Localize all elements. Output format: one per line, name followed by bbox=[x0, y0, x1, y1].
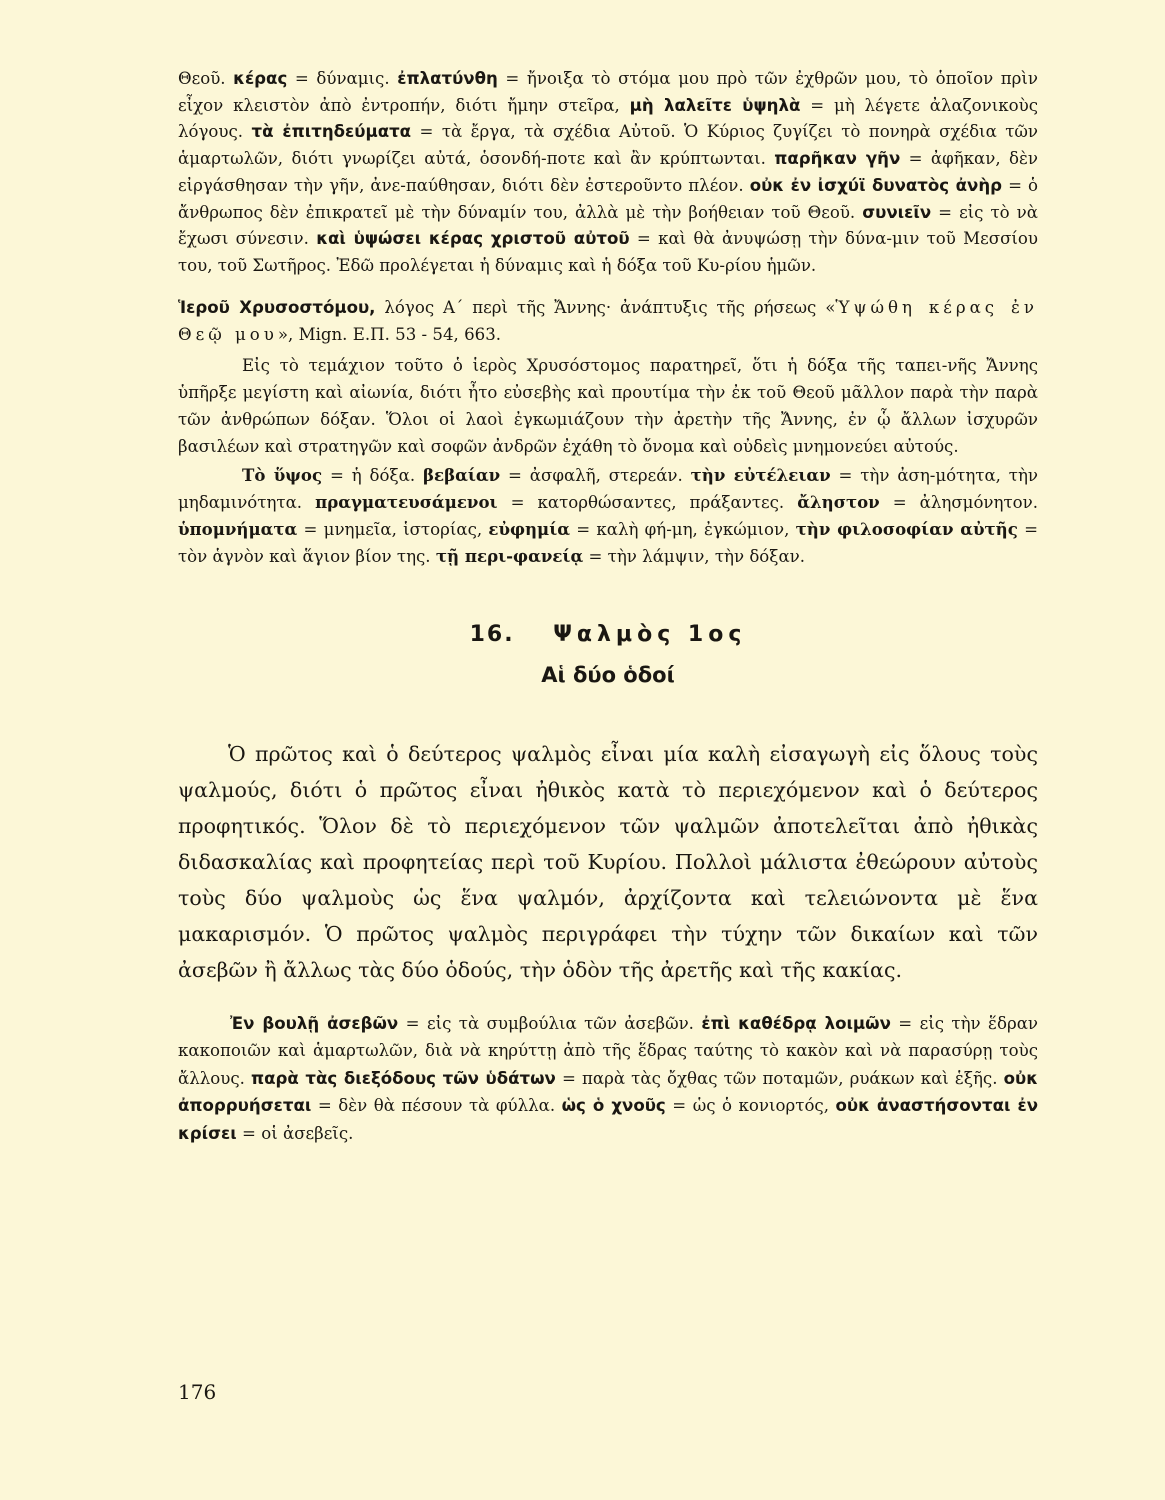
text-run: Θεοῦ. bbox=[178, 69, 234, 88]
bold-term: ἐπὶ καθέδρᾳ λοιμῶν bbox=[701, 1013, 891, 1033]
psalm-number: 16. bbox=[469, 621, 515, 647]
bold-term: μὴ λαλεῖτε ὑψηλὰ bbox=[629, 95, 801, 115]
book-page bbox=[178, 66, 1038, 1147]
psalm-heading bbox=[178, 618, 1038, 652]
text-run: = μνημεῖα, ἱστορίας, bbox=[297, 519, 489, 539]
text-run: = καλὴ φή-μη, ἐγκώμιον, bbox=[570, 519, 796, 539]
text-run: = καὶ θὰ ἀνυψώσῃ τὴν δύνα-μιν τοῦ Μεσσίου του, τοῦ Σωτῆρος. Ἐδῶ προλέγεται ἡ δύναμις καὶ ἡ δόξα τοῦ Κυ-ρίου ἡμῶν. bbox=[178, 229, 1038, 275]
bold-term: τὰ ἐπιτηδεύματα bbox=[251, 122, 412, 142]
text-run: = εἰς τὰ συμβούλια τῶν ἀσεβῶν. bbox=[398, 1013, 702, 1033]
chrysostom-paragraph: Εἰς τὸ τεμάχιον τοῦτο ὁ ἱερὸς Χρυσόστομος παρατηρεῖ, ὅτι ἡ δόξα τῆς ταπει-νῆς Ἄννης ὑπῆρξε μεγίστη καὶ αἰωνία, διότι ἦτο εὐσεβὴς καὶ προυτίμα τὴν ἐκ τοῦ Θεοῦ μᾶλλον παρὰ τὴν παρὰ τῶν ἀνθρώπων δόξαν. Ὅλοι οἱ λαοὶ ἐγκωμιάζουν τὴν ἀρετὴν τῆς Ἄννης, ἐν ᾧ ἄλλων ἰσχυρῶν βασιλέων καὶ στρατηγῶν καὶ σοφῶν ἀνδρῶν ἐχάθη τὸ ὄνομα καὶ οὐδεὶς μνημονεύει αὐτούς. bbox=[178, 355, 1038, 456]
bold-term: ὑπομνήματα bbox=[178, 518, 298, 539]
text-run: = κατορθώσαντες, πράξαντες. bbox=[497, 492, 798, 512]
text-run: = ἀλησμόνητον. bbox=[879, 492, 1038, 512]
text-run: = τὴν ἀση-μότητα, τὴν μηδαμινότητα. bbox=[178, 465, 1039, 512]
text-run: = οἱ ἀσεβεῖς. bbox=[236, 1123, 354, 1143]
text-run: = παρὰ τὰς ὄχθας τῶν ποταμῶν, ρυάκων καὶ ἑξῆς. bbox=[555, 1068, 1004, 1088]
text-run: = μὴ λέγετε ἀλαζονικοὺς λόγους. bbox=[178, 95, 1038, 142]
bold-term: οὐκ ἐν ἰσχύϊ δυνατὸς ἀνὴρ bbox=[749, 175, 1003, 195]
text-run: = ἀφῆκαν, δὲν εἰργάσθησαν τὴν γῆν, ἀνε-παύθησαν, διότι δὲν ἐστεροῦντο πλέον. bbox=[178, 149, 1038, 195]
text-run: = ἀσφαλῆ, στερεάν. bbox=[500, 465, 691, 485]
bold-term: ἄληστον bbox=[797, 491, 880, 512]
page-number: 176 bbox=[178, 1380, 217, 1404]
glossary-paragraph-2 bbox=[178, 462, 1038, 570]
commentary-paragraph bbox=[178, 1010, 1038, 1148]
glossary-paragraph bbox=[178, 66, 1038, 280]
bold-term: παρῆκαν γῆν bbox=[774, 149, 901, 169]
text-run: = ἤνοιξα τὸ στόμα μου πρὸ τῶν ἐχθρῶν μου, τὸ ὁποῖον πρὶν εἶχον κλειστὸν ἀπὸ ἐντροπήν, διότι ἤμην στεῖρα, bbox=[178, 69, 1039, 115]
reference-text: λόγος Α΄ περὶ τῆς Ἄννης· ἀνάπτυξις τῆς ρήσεως « bbox=[375, 297, 836, 317]
intro-paragraph: Ὁ πρῶτος καὶ ὁ δεύτερος ψαλμὸς εἶναι μία καλὴ εἰσαγωγὴ εἰς ὅλους τοὺς ψαλμούς, διότι ὁ πρῶτος εἶναι ἠθικὸς κατὰ τὸ περιεχόμενον καὶ ὁ δεύτερος προφητικός. Ὅλον δὲ τὸ περιεχόμενον τῶν ψαλμῶν ἀποτελεῖται ἀπὸ ἠθικὰς διδασκαλίας καὶ προφητείας περὶ τοῦ Κυρίου. Πολλοὶ μάλιστα ἐθεώρουν αὐτοὺς τοὺς δύο ψαλμοὺς ὡς ἕνα ψαλμόν, ἀρχίζοντα καὶ τελειώνοντα μὲ ἕνα μακαρισμόν. Ὁ πρῶτος ψαλμὸς περιγράφει τὴν τύχην τῶν δικαίων καὶ τῶν ἀσεβῶν ἢ ἄλλως τὰς δύο ὁδούς, τὴν ὁδὸν τῆς ἀρετῆς καὶ τῆς κακίας. bbox=[178, 741, 1038, 982]
text-run: = ἡ δόξα. bbox=[322, 465, 423, 485]
bold-term: Τὸ ὕψος bbox=[242, 464, 323, 485]
text-run: = τὴν λάμψιν, τὴν δόξαν. bbox=[583, 546, 806, 566]
text-run: = εἰς τὴν ἕδραν κακοποιῶν καὶ ἁμαρτωλῶν, διὰ νὰ κηρύττῃ ἀπὸ τῆς ἕδρας ταύτης τὸ κακὸν καὶ νὰ παρασύρῃ τοὺς ἄλλους. bbox=[178, 1013, 1039, 1088]
reference-line bbox=[178, 294, 1038, 348]
bold-term: Ἐν βουλῇ ἀσεβῶν bbox=[230, 1013, 399, 1033]
bold-term: καὶ ὑψώσει κέρας χριστοῦ αὐτοῦ bbox=[316, 229, 630, 249]
reference-source: », Mign. Ε.Π. 53 - 54, 663. bbox=[277, 324, 502, 344]
text-run: = δὲν θὰ πέσουν τὰ φύλλα. bbox=[311, 1096, 562, 1116]
bold-term: τὴν εὐτέλειαν bbox=[690, 464, 831, 485]
bold-term: πραγματευσάμενοι bbox=[315, 491, 498, 512]
bold-term: παρὰ τὰς διεξόδους τῶν ὑδάτων bbox=[251, 1068, 556, 1088]
text-run: = ὁ ἄνθρωπος δὲν ἐπικρατεῖ μὲ τὴν δύναμίν του, ἀλλὰ μὲ τὴν βοήθειαν τοῦ Θεοῦ. bbox=[178, 175, 1038, 222]
bold-term: συνιεῖν bbox=[862, 202, 932, 222]
psalm-title: Ψαλμὸς 1ος bbox=[553, 621, 747, 647]
bold-term: τῇ περι-φανείᾳ bbox=[435, 545, 584, 566]
psalm-subtitle: Αἱ δύο ὁδοί bbox=[541, 662, 675, 687]
bold-term: κέρας bbox=[233, 69, 288, 88]
text-run: = δύναμις. bbox=[287, 69, 398, 88]
bold-term: ὡς ὁ χνοῦς bbox=[561, 1096, 666, 1116]
text-run: = εἰς τὸ νὰ ἔχωσι σύνεσιν. bbox=[178, 202, 1038, 249]
bold-term: οὐκ ἀπορρυήσεται bbox=[178, 1068, 1038, 1116]
text-run: = τὰ ἔργα, τὰ σχέδια Αὐτοῦ. Ὁ Κύριος ζυγίζει τὸ πονηρὰ σχέδια τῶν ἁμαρτωλῶν, διότι γνωρίζει αὐτά, ὁσονδή-ποτε καὶ ἂν κρύπτωνται. bbox=[178, 122, 1038, 169]
text-run: = τὸν ἁγνὸν καὶ ἅγιον βίον της. bbox=[178, 519, 1038, 566]
bold-term: ἐπλατύνθη bbox=[397, 69, 498, 88]
bold-term: οὐκ ἀναστήσονται ἐν κρίσει bbox=[178, 1096, 1038, 1143]
bold-term: τὴν φιλοσοφίαν αὐτῆς bbox=[795, 518, 1018, 539]
bold-term: βεβαίαν bbox=[422, 464, 501, 485]
text-run: = ὡς ὁ κονιορτός, bbox=[665, 1096, 836, 1116]
reference-quote: Ὑψώθη κέρας ἐν Θεῷ μου bbox=[178, 297, 1038, 344]
bold-term: εὐφημία bbox=[488, 518, 570, 539]
reference-author: Ἱεροῦ Χρυσοστόμου, bbox=[178, 297, 376, 317]
